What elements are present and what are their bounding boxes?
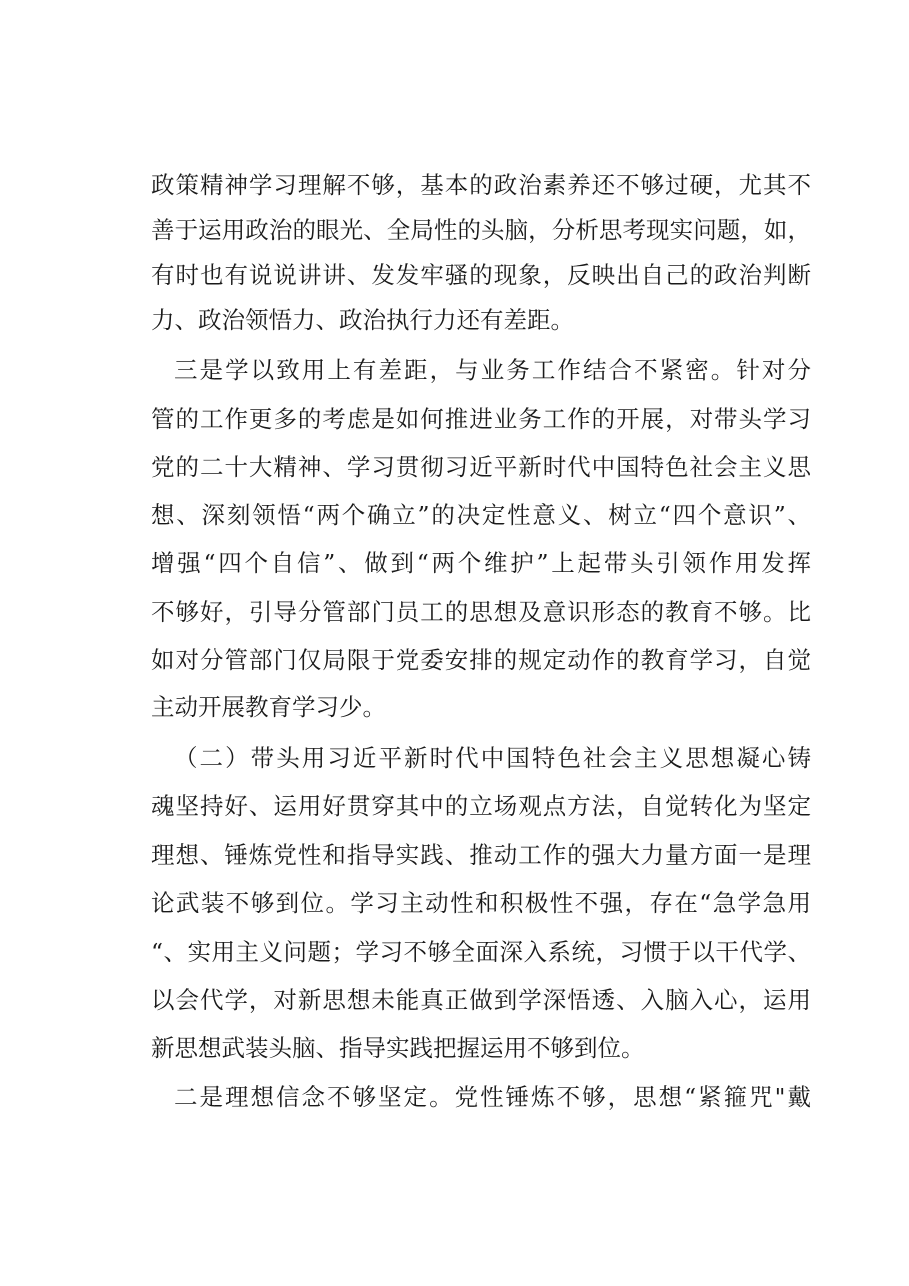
paragraph-line: 如对分管部门仅局限于党委安排的规定动作的教育学习，自觉: [151, 646, 811, 674]
paragraph-line: 党的二十大精神、学习贯彻习近平新时代中国特色社会主义思: [151, 453, 811, 481]
paragraph-line: 政策精神学习理解不够，基本的政治素养还不够过硬，尤其不: [151, 171, 811, 199]
paragraph-line: 以会代学，对新思想未能真正做到学深悟透、入脑入心，运用: [151, 986, 811, 1014]
paragraph-first-line: 三是学以致用上有差距，与业务工作结合不紧密。针对分: [174, 356, 811, 384]
paragraph-line: 不够好，引导分管部门员工的思想及意识形态的教育不够。比: [151, 598, 811, 626]
paragraph-line: “、实用主义问题；学习不够全面深入系统，习惯于以干代学、: [151, 938, 811, 966]
paragraph-line: 理想、锤炼党性和指导实践、推动工作的强大力量方面一是理: [151, 841, 811, 869]
paragraph-first-line: 二是理想信念不够坚定。党性锤炼不够，思想“紧箍咒"戴: [174, 1083, 811, 1111]
paragraph-line: 增强“四个自信”、做到“两个维护”上起带头引领作用发挥: [151, 549, 811, 577]
paragraph-line: 有时也有说说讲讲、发发牢骚的现象，反映出自己的政治判断: [151, 261, 811, 289]
paragraph-line: 想、深刻领悟“两个确立”的决定性意义、树立“四个意识”、: [151, 501, 811, 529]
section-heading-line: （二）带头用习近平新时代中国特色社会主义思想凝心铸: [174, 744, 811, 772]
paragraph-line: 魂坚持好、运用好贯穿其中的立场观点方法，自觉转化为坚定: [151, 792, 811, 820]
paragraph-line: 善于运用政治的眼光、全局性的头脑，分析思考现实问题，如，: [151, 216, 811, 244]
paragraph-line: 主动开展教育学习少。: [151, 693, 386, 721]
paragraph-line: 力、政治领悟力、政治执行力还有差距。: [151, 306, 574, 334]
paragraph-line: 论武装不够到位。学习主动性和积极性不强，存在“急学急用: [151, 889, 811, 917]
paragraph-line: 管的工作更多的考虑是如何推进业务工作的开展，对带头学习: [151, 405, 811, 433]
paragraph-line: 新思想武装头脑、指导实践把握运用不够到位。: [151, 1034, 645, 1062]
